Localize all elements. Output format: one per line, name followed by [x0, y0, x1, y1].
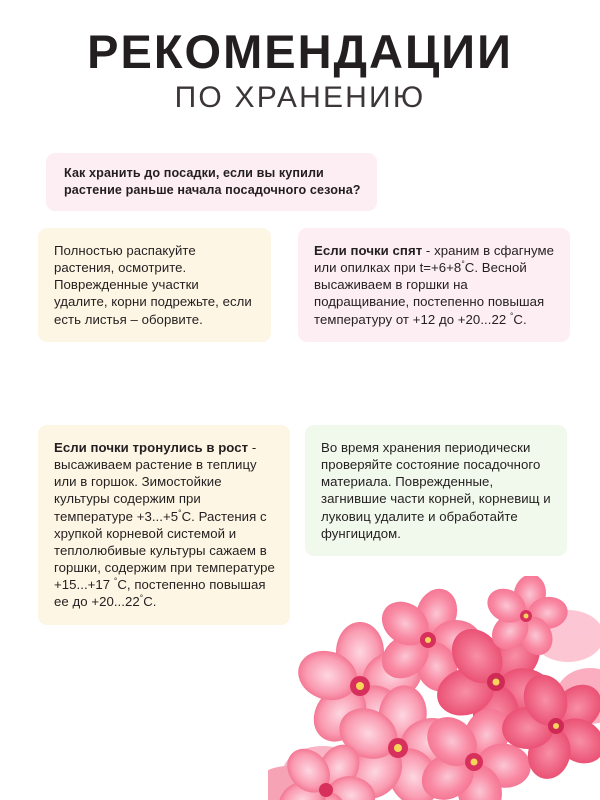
question-banner — [46, 153, 377, 211]
title-subtitle: ПО ХРАНЕНИЮ — [174, 80, 426, 114]
dormant-buds-lead: Если почки спят — [314, 243, 423, 258]
degree-sign-2: ° — [509, 310, 514, 321]
page-title — [0, 0, 600, 113]
growing-buds-card-text — [54, 439, 275, 611]
unpack-card — [38, 228, 271, 342]
growing-text-1: - высаживаем растение в теплицу или в горшок. Зимостойкие культуры содержим при температуре +3...+5 — [54, 440, 257, 524]
dormant-text-1: - храним в сфагнуме или опилках при t=+6+8 — [314, 243, 554, 276]
question-text: Как хранить до посадки, если вы купили растение раньше начала посадочного сезона? — [64, 166, 361, 197]
growing-buds-card — [38, 425, 290, 625]
degree-sign-4: ° — [113, 575, 118, 586]
dormant-buds-card — [298, 228, 570, 342]
unpack-card-text: Полностью распакуйте растения, осмотрите. Поврежденные участки удалите, корни подрежьте, если есть листья – оборвите. — [54, 243, 252, 327]
storage-check-card — [305, 425, 567, 556]
storage-check-card-text: Во время хранения периодически проверяйте состояние посадочного материала. Поврежденные, загнившие части корней, корневищ и луковиц удалите и обработайте фунгицидом. — [321, 440, 551, 541]
title-main: РЕКОМЕНДАЦИИ — [87, 25, 513, 78]
growing-text-3: C, постепенно повышая ее до +20...22 — [54, 577, 266, 610]
degree-sign-3: ° — [178, 507, 182, 518]
degree-sign-1: ° — [461, 258, 465, 269]
dormant-text-2: C. Весной высаживаем в горшки на подращивание, постепенно повышая температуру от +12 до +20...22 — [314, 260, 545, 327]
dormant-buds-card-text — [314, 242, 555, 328]
degree-sign-5: ° — [139, 593, 144, 604]
dormant-text-3: C. — [513, 311, 527, 327]
growing-buds-lead: Если почки тронулись в рост — [54, 440, 249, 455]
growing-text-2: C. Растения с хрупкой корневой системой и теплолюбивые культуры сажаем в горшки, содержим при температуре +15...+17 — [54, 508, 275, 593]
phlox-flowers-illustration — [268, 576, 600, 800]
growing-text-4: C. — [143, 594, 157, 610]
